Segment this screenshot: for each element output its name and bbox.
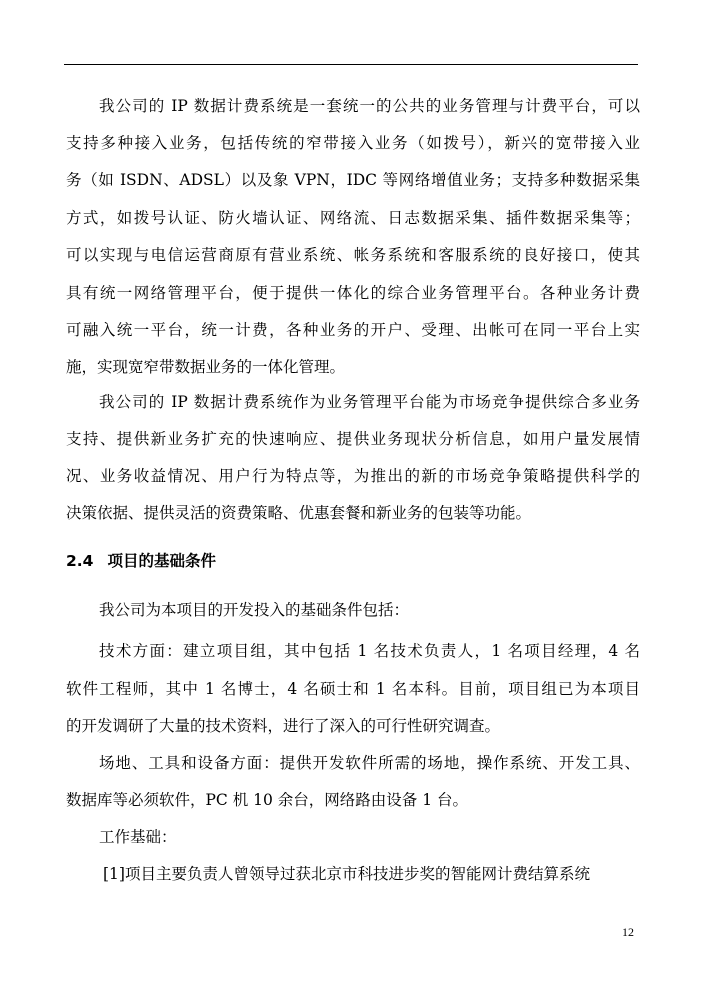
site-line-1: 场地、工具和设备方面：提供开发软件所需的场地，操作系统、开发工具、 <box>99 754 640 772</box>
paragraph-1-line-3: 务（如 ISDN、ADSL）以及象 VPN，IDC 等网络增值业务；支持多种数据采集 <box>66 171 640 189</box>
section-title: 项目的基础条件 <box>107 552 216 570</box>
tech-line-2: 软件工程师，其中 1 名博士，4 名硕士和 1 名本科。目前，项目组已为本项目 <box>66 680 640 698</box>
paragraph-1-line-1: 我公司的 IP 数据计费系统是一套统一的公共的业务管理与计费平台，可以 <box>99 97 640 115</box>
paragraph-1-line-7: 可融入统一平台，统一计费，各种业务的开户、受理、出帐可在同一平台上实 <box>66 321 640 339</box>
paragraph-1-line-6: 具有统一网络管理平台，便于提供一体化的综合业务管理平台。各种业务计费 <box>66 284 640 302</box>
paragraph-2-line-2: 支持、提供新业务扩充的快速响应、提供业务现状分析信息，如用户量发展情 <box>66 430 640 448</box>
site-line-2: 数据库等必须软件，PC 机 10 余台，网络路由设备 1 台。 <box>66 791 469 809</box>
paragraph-1-line-8: 施，实现宽窄带数据业务的一体化管理。 <box>66 358 346 376</box>
paragraph-1-line-2: 支持多种接入业务，包括传统的窄带接入业务（如拨号），新兴的宽带接入业 <box>66 134 640 152</box>
section-heading <box>66 551 216 571</box>
paragraph-2-line-1: 我公司的 IP 数据计费系统作为业务管理平台能为市场竞争提供综合多业务 <box>99 393 640 411</box>
work-basis-label: 工作基础： <box>99 828 177 846</box>
paragraph-1-line-4: 方式，如拨号认证、防火墙认证、网络流、日志数据采集、插件数据采集等； <box>66 209 640 227</box>
tech-line-1: 技术方面：建立项目组，其中包括 1 名技术负责人，1 名项目经理，4 名 <box>99 642 640 660</box>
section-number: 2.4 <box>66 552 94 570</box>
paragraph-1-line-5: 可以实现与电信运营商原有营业系统、帐务系统和客服系统的良好接口，使其 <box>66 246 640 264</box>
paragraph-2-line-4: 决策依据、提供灵活的资费策略、优惠套餐和新业务的包装等功能。 <box>66 504 532 522</box>
paragraph-2-line-3: 况、业务收益情况、用户行为特点等，为推出的新的市场竞争策略提供科学的 <box>66 467 640 485</box>
intro-line: 我公司为本项目的开发投入的基础条件包括： <box>99 601 410 619</box>
reference-1: [1]项目主要负责人曾领导过获北京市科技进步奖的智能网计费结算系统 <box>103 865 590 883</box>
tech-line-3: 的开发调研了大量的技术资料，进行了深入的可行性研究调查。 <box>66 717 501 735</box>
page-number: 12 <box>622 925 634 939</box>
header-rule <box>64 64 638 65</box>
